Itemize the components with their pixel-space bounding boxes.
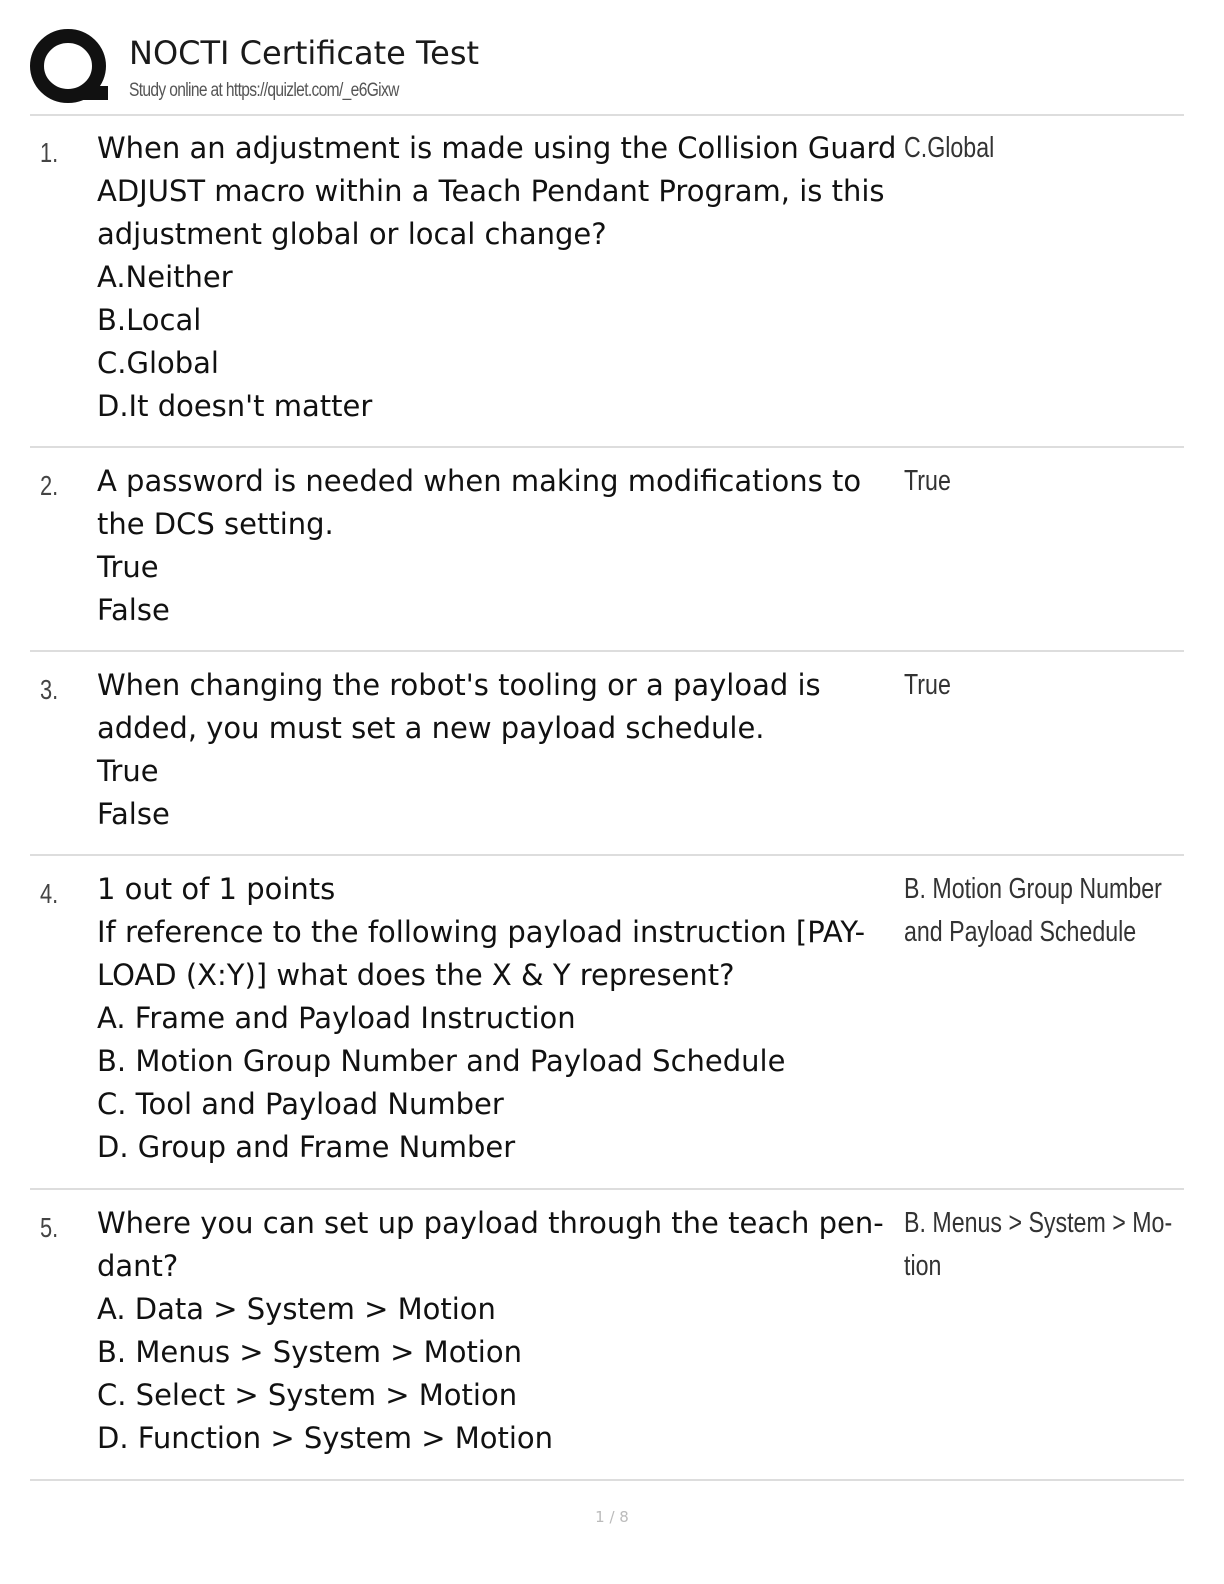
card-number: 2.: [40, 470, 59, 501]
card-number: 1.: [40, 137, 59, 168]
card-term: [97, 460, 902, 632]
term-line: B. Menus > System > Motion: [97, 1335, 522, 1369]
term-line: A.Neither: [97, 260, 233, 294]
definition-line: True: [904, 465, 951, 497]
term-line: True: [97, 550, 159, 584]
flashcard: [30, 115, 1184, 448]
term-line: D. Group and Frame Number: [97, 1130, 516, 1164]
term-line: dant?: [97, 1249, 179, 1283]
term-line: A. Data > System > Motion: [97, 1292, 496, 1326]
card-number: 4.: [40, 878, 59, 909]
flashcard: [30, 448, 1184, 652]
term-line: When an adjustment is made using the Collision Guard: [97, 131, 897, 165]
term-line: When changing the robot's tooling or a payload is: [97, 668, 821, 702]
flashcard: [30, 856, 1184, 1190]
term-line: the DCS setting.: [97, 507, 334, 541]
term-line: 1 out of 1 points: [97, 872, 336, 906]
term-line: Where you can set up payload through the teach pen-: [97, 1206, 884, 1240]
flashcard: [30, 652, 1184, 856]
card-definition: [904, 1202, 1184, 1288]
definition-line: B. Menus > System > Mo-: [904, 1207, 1173, 1239]
flashcard-list: [30, 115, 1184, 1481]
definition-line: tion: [904, 1250, 942, 1282]
card-definition: [904, 868, 1184, 954]
card-term: [97, 1202, 902, 1460]
card-number: 3.: [40, 674, 59, 705]
term-line: True: [97, 754, 159, 788]
term-line: D.It doesn't matter: [97, 389, 373, 423]
page-header: [30, 28, 1184, 116]
term-line: C. Tool and Payload Number: [97, 1087, 504, 1121]
card-term: [97, 664, 902, 836]
term-line: A password is needed when making modifications to: [97, 464, 862, 498]
card-definition: [904, 664, 1184, 707]
page-number: 1 / 8: [595, 1508, 629, 1526]
term-line: False: [97, 593, 170, 627]
term-line: B.Local: [97, 303, 202, 337]
page-title: NOCTI Certificate Test: [129, 34, 480, 72]
definition-line: True: [904, 669, 951, 701]
term-line: D. Function > System > Motion: [97, 1421, 554, 1455]
quizlet-q-logo-icon: [30, 28, 110, 108]
study-online-link[interactable]: Study online at https://quizlet.com/_e6Gixw: [129, 80, 399, 101]
term-line: C.Global: [97, 346, 219, 380]
term-line: ADJUST macro within a Teach Pendant Program, is this: [97, 174, 885, 208]
definition-line: B. Motion Group Number: [904, 873, 1162, 905]
term-line: C. Select > System > Motion: [97, 1378, 518, 1412]
term-line: B. Motion Group Number and Payload Schedule: [97, 1044, 786, 1078]
term-line: adjustment global or local change?: [97, 217, 607, 251]
term-line: If reference to the following payload instruction [PAY-: [97, 915, 866, 949]
term-line: added, you must set a new payload schedule.: [97, 711, 765, 745]
card-definition: [904, 460, 1184, 503]
card-term: [97, 868, 902, 1169]
term-line: False: [97, 797, 170, 831]
term-line: A. Frame and Payload Instruction: [97, 1001, 576, 1035]
definition-line: C.Global: [904, 132, 995, 164]
term-line: LOAD (X:Y)] what does the X & Y represent?: [97, 958, 735, 992]
flashcard: [30, 1190, 1184, 1481]
card-term: [97, 127, 902, 428]
card-definition: [904, 127, 1184, 170]
card-number: 5.: [40, 1212, 59, 1243]
definition-line: and Payload Schedule: [904, 916, 1137, 948]
